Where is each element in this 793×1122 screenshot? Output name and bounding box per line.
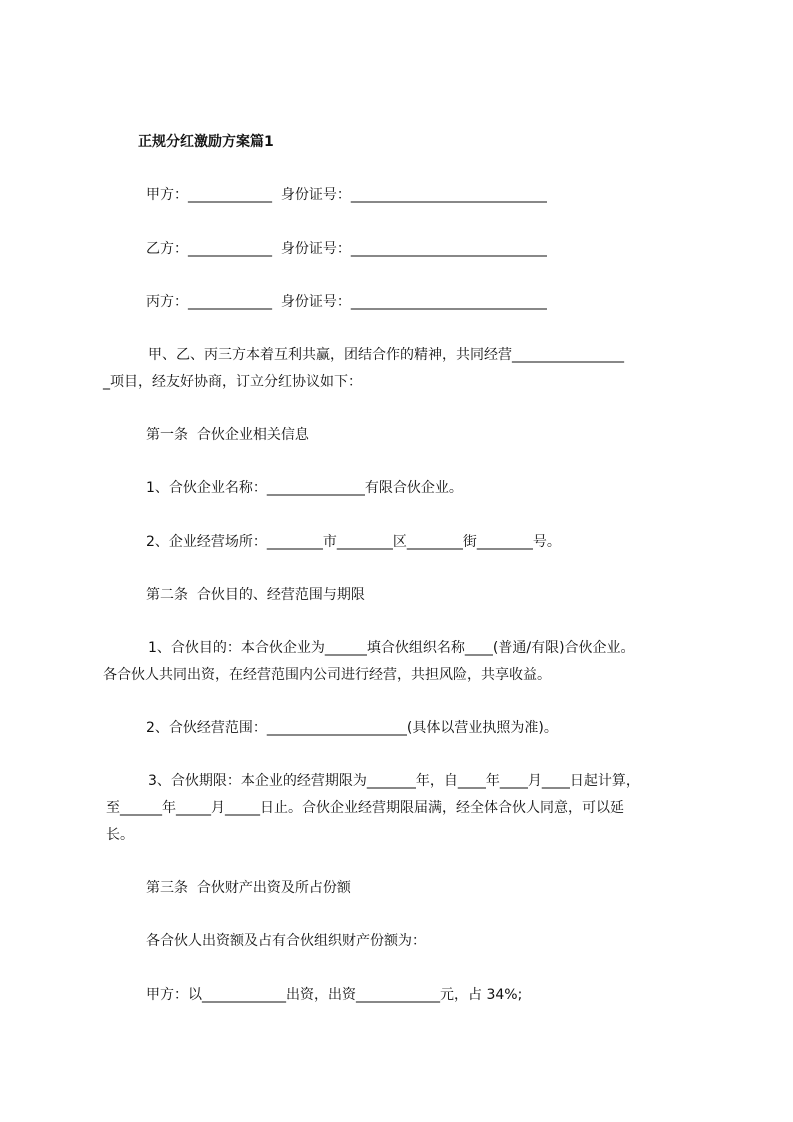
article-3-intro: 各合伙人出资额及占有合伙组织财产份额为：: [146, 933, 426, 949]
document-title: 正规分红激励方案篇1: [138, 134, 274, 150]
article-2-item-1-line-1: 1、合伙目的：本合伙企业为______填合伙组织名称____(普通/有限)合伙企业。: [148, 640, 635, 656]
party-yi-line: 乙方：____________ 身份证号：____________________________: [146, 241, 547, 257]
article-1-heading: 第一条 合伙企业相关信息: [146, 427, 309, 443]
article-1-item-1: 1、合伙企业名称：______________有限合伙企业。: [146, 480, 463, 496]
intro-paragraph-line-1: 甲、乙、丙三方本着互利共赢，团结合作的精神，共同经营________________: [148, 347, 624, 363]
article-2-item-3-line-2: 至______年_____月_____日止。合伙企业经营期限届满，经全体合伙人同意，可以延: [106, 800, 624, 816]
intro-paragraph-line-2: _项目，经友好协商，订立分红协议如下：: [103, 374, 362, 390]
party-jia-line: 甲方：____________ 身份证号：____________________________: [146, 187, 547, 203]
article-2-item-3-line-3: 长。: [106, 827, 134, 843]
article-2-item-3-line-1: 3、合伙期限：本企业的经营期限为_______年，自____年____月____日起计算，: [148, 773, 640, 789]
article-3-party-jia: 甲方：以____________出资，出资____________元，占 34%;: [146, 987, 523, 1003]
party-bing-line: 丙方：____________ 身份证号：____________________________: [146, 294, 547, 310]
article-2-item-1-line-2: 各合伙人共同出资，在经营范围内公司进行经营，共担风险，共享收益。: [103, 667, 551, 683]
article-3-heading: 第三条 合伙财产出资及所占份额: [146, 880, 351, 896]
article-2-heading: 第二条 合伙目的、经营范围与期限: [146, 587, 365, 603]
article-2-item-2: 2、合伙经营范围：____________________(具体以营业执照为准)。: [146, 720, 558, 736]
article-1-item-2: 2、企业经营场所：________市________区________街________号。: [146, 534, 561, 550]
